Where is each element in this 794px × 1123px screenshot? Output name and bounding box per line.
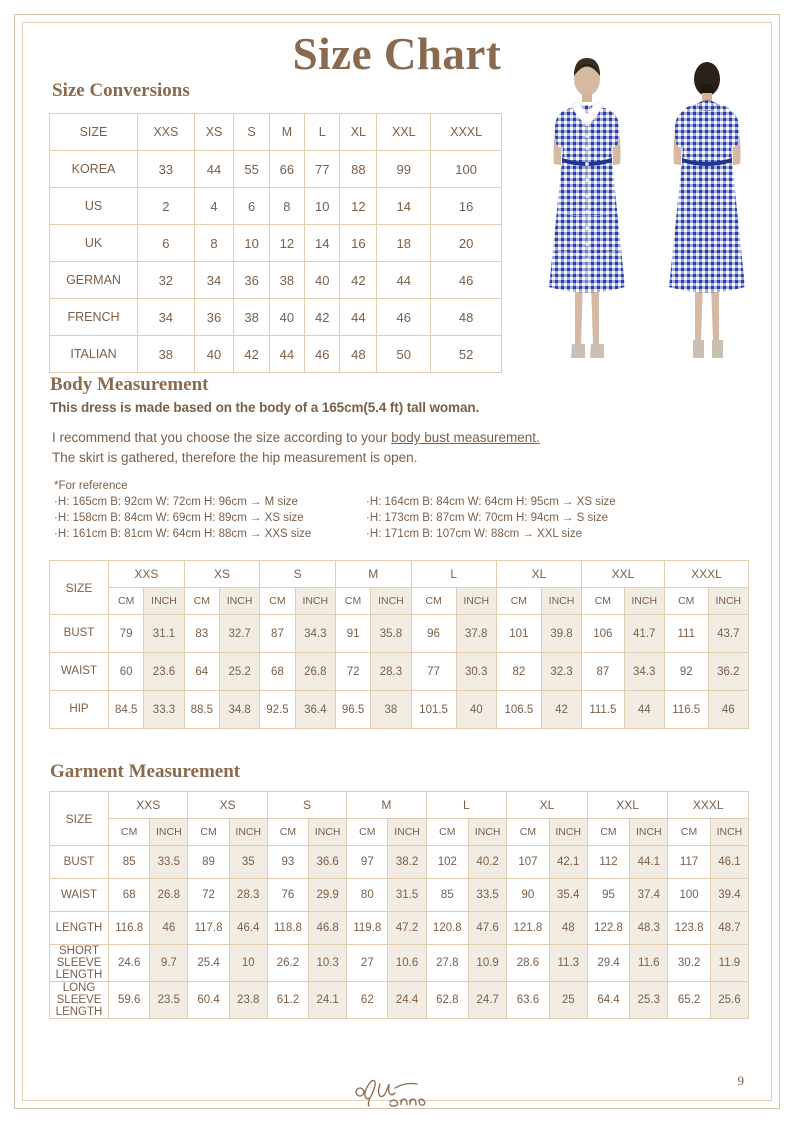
- body-value-inch: 39.8: [541, 615, 581, 653]
- garment-value-inch: 47.2: [388, 912, 426, 945]
- conversions-value-cell: 40: [269, 299, 304, 336]
- conversions-value-cell: 14: [305, 225, 340, 262]
- garment-size-corner-label: SIZE: [50, 792, 109, 846]
- garment-value-inch: 25.3: [630, 982, 668, 1019]
- reference-line: ·H: 171cm B: 107cm W: 88cm → XXL size: [366, 528, 583, 540]
- body-value-inch: 44: [624, 691, 664, 729]
- body-value-cm: 111: [664, 615, 708, 653]
- body-value-inch: 46: [708, 691, 748, 729]
- garment-value-cm: 89: [188, 846, 229, 879]
- garment-value-cm: 100: [668, 879, 711, 912]
- garment-value-cm: 63.6: [507, 982, 550, 1019]
- garment-value-cm: 65.2: [668, 982, 711, 1019]
- reference-line: ·H: 164cm B: 84cm W: 64cm H: 95cm → XS size: [366, 496, 616, 508]
- garment-value-inch: 35: [229, 846, 267, 879]
- recommend-prefix: I recommend that you choose the size according to your: [52, 430, 392, 445]
- body-value-cm: 111.5: [582, 691, 624, 729]
- body-row-label: HIP: [50, 691, 109, 729]
- conversions-value-cell: 16: [431, 188, 502, 225]
- garment-value-inch: 46.4: [229, 912, 267, 945]
- body-value-inch: 34.3: [295, 615, 335, 653]
- body-value-cm: 87: [260, 615, 295, 653]
- garment-value-cm: 60.4: [188, 982, 229, 1019]
- garment-value-inch: 10: [229, 945, 267, 982]
- body-value-cm: 77: [411, 653, 456, 691]
- garment-value-cm: 28.6: [507, 945, 550, 982]
- garment-unit-inch: INCH: [388, 819, 426, 846]
- garment-value-inch: 42.1: [549, 846, 587, 879]
- conversions-value-cell: 50: [377, 336, 431, 373]
- garment-value-cm: 117.8: [188, 912, 229, 945]
- garment-row-label: WAIST: [50, 879, 109, 912]
- section-title-size-conversions: Size Conversions: [52, 80, 190, 101]
- garment-unit-cm: CM: [109, 819, 150, 846]
- garment-value-inch: 35.4: [549, 879, 587, 912]
- reference-line: ·H: 173cm B: 87cm W: 70cm H: 94cm → S size: [366, 512, 608, 524]
- garment-value-inch: 10.3: [309, 945, 347, 982]
- conversions-value-cell: 55: [234, 151, 269, 188]
- conversions-value-cell: 99: [377, 151, 431, 188]
- conversions-value-cell: 38: [269, 262, 304, 299]
- body-value-inch: 43.7: [708, 615, 748, 653]
- body-value-inch: 34.3: [624, 653, 664, 691]
- garment-value-cm: 121.8: [507, 912, 550, 945]
- conversions-country-label: KOREA: [50, 151, 138, 188]
- conversions-value-cell: 10: [305, 188, 340, 225]
- body-value-cm: 60: [109, 653, 144, 691]
- body-value-inch: 31.1: [144, 615, 184, 653]
- garment-value-inch: 29.9: [309, 879, 347, 912]
- reference-column-right: [366, 494, 616, 542]
- garment-value-cm: 61.2: [267, 982, 308, 1019]
- section-title-body-measurement: Body Measurement: [50, 374, 209, 395]
- garment-value-inch: 24.4: [388, 982, 426, 1019]
- conversions-value-cell: 16: [340, 225, 377, 262]
- body-row-label: BUST: [50, 615, 109, 653]
- conversions-corner-label: SIZE: [50, 114, 138, 151]
- garment-value-cm: 122.8: [587, 912, 630, 945]
- garment-value-inch: 31.5: [388, 879, 426, 912]
- garment-size-header: M: [347, 792, 426, 819]
- conversions-value-cell: 33: [138, 151, 195, 188]
- garment-value-cm: 119.8: [347, 912, 388, 945]
- garment-size-header: S: [267, 792, 346, 819]
- body-size-header: XS: [184, 561, 260, 588]
- body-value-inch: 30.3: [456, 653, 496, 691]
- garment-value-cm: 27.8: [426, 945, 469, 982]
- conversions-size-header: M: [269, 114, 304, 151]
- garment-value-cm: 29.4: [587, 945, 630, 982]
- body-unit-cm: CM: [582, 588, 624, 615]
- body-value-cm: 106: [582, 615, 624, 653]
- garment-value-cm: 120.8: [426, 912, 469, 945]
- garment-value-inch: 11.9: [710, 945, 748, 982]
- body-value-cm: 106.5: [496, 691, 541, 729]
- garment-value-inch: 26.8: [150, 879, 188, 912]
- garment-unit-inch: INCH: [549, 819, 587, 846]
- body-unit-inch: INCH: [219, 588, 259, 615]
- conversions-value-cell: 46: [377, 299, 431, 336]
- garment-value-cm: 117: [668, 846, 711, 879]
- conversions-value-cell: 14: [377, 188, 431, 225]
- garment-size-header: XL: [507, 792, 588, 819]
- conversions-value-cell: 6: [138, 225, 195, 262]
- body-unit-cm: CM: [411, 588, 456, 615]
- conversions-size-header: XXS: [138, 114, 195, 151]
- dress-back-view: [651, 52, 761, 387]
- body-value-cm: 92: [664, 653, 708, 691]
- garment-value-cm: 112: [587, 846, 630, 879]
- body-value-cm: 72: [335, 653, 370, 691]
- conversions-value-cell: 12: [269, 225, 304, 262]
- garment-size-header: XS: [188, 792, 267, 819]
- garment-unit-inch: INCH: [309, 819, 347, 846]
- garment-value-inch: 47.6: [469, 912, 507, 945]
- body-value-cm: 116.5: [664, 691, 708, 729]
- body-value-inch: 40: [456, 691, 496, 729]
- body-unit-inch: INCH: [295, 588, 335, 615]
- body-value-inch: 35.8: [371, 615, 411, 653]
- garment-value-cm: 80: [347, 879, 388, 912]
- garment-unit-cm: CM: [668, 819, 711, 846]
- table-row: [50, 945, 749, 982]
- garment-value-inch: 23.5: [150, 982, 188, 1019]
- conversions-value-cell: 44: [269, 336, 304, 373]
- garment-value-cm: 95: [587, 879, 630, 912]
- conversions-value-cell: 46: [431, 262, 502, 299]
- body-value-inch: 33.3: [144, 691, 184, 729]
- table-row: [50, 188, 502, 225]
- section-title-garment-measurement: Garment Measurement: [50, 761, 241, 782]
- body-value-inch: 41.7: [624, 615, 664, 653]
- garment-value-cm: 116.8: [109, 912, 150, 945]
- conversions-size-header: L: [305, 114, 340, 151]
- conversions-value-cell: 42: [340, 262, 377, 299]
- garment-value-cm: 62.8: [426, 982, 469, 1019]
- body-value-cm: 79: [109, 615, 144, 653]
- conversions-value-cell: 44: [377, 262, 431, 299]
- garment-unit-cm: CM: [347, 819, 388, 846]
- conversions-value-cell: 48: [340, 336, 377, 373]
- garment-value-inch: 10.9: [469, 945, 507, 982]
- garment-row-label: LONG SLEEVE LENGTH: [50, 982, 109, 1019]
- garment-value-cm: 102: [426, 846, 469, 879]
- body-size-header: S: [260, 561, 336, 588]
- body-recommendation-text: [52, 428, 540, 468]
- table-header-row: [50, 114, 502, 151]
- body-value-inch: 36.4: [295, 691, 335, 729]
- body-unit-inch: INCH: [708, 588, 748, 615]
- garment-unit-cm: CM: [188, 819, 229, 846]
- table-row: [50, 846, 749, 879]
- garment-value-cm: 72: [188, 879, 229, 912]
- garment-unit-cm: CM: [587, 819, 630, 846]
- body-unit-cm: CM: [109, 588, 144, 615]
- conversions-value-cell: 44: [340, 299, 377, 336]
- table-row: [50, 151, 502, 188]
- garment-unit-cm: CM: [507, 819, 550, 846]
- garment-value-inch: 25.6: [710, 982, 748, 1019]
- body-unit-cm: CM: [664, 588, 708, 615]
- body-value-cm: 91: [335, 615, 370, 653]
- body-unit-inch: INCH: [624, 588, 664, 615]
- garment-value-inch: 24.1: [309, 982, 347, 1019]
- conversions-value-cell: 4: [194, 188, 234, 225]
- garment-row-label: BUST: [50, 846, 109, 879]
- garment-size-header: XXL: [587, 792, 668, 819]
- conversions-country-label: US: [50, 188, 138, 225]
- conversions-value-cell: 40: [305, 262, 340, 299]
- body-value-cm: 87: [582, 653, 624, 691]
- conversions-value-cell: 77: [305, 151, 340, 188]
- conversions-value-cell: 8: [269, 188, 304, 225]
- garment-value-inch: 28.3: [229, 879, 267, 912]
- garment-value-inch: 46.8: [309, 912, 347, 945]
- garment-value-cm: 62: [347, 982, 388, 1019]
- conversions-value-cell: 44: [194, 151, 234, 188]
- garment-value-inch: 48: [549, 912, 587, 945]
- conversions-country-label: GERMAN: [50, 262, 138, 299]
- conversions-value-cell: 32: [138, 262, 195, 299]
- garment-unit-inch: INCH: [630, 819, 668, 846]
- garment-value-cm: 93: [267, 846, 308, 879]
- garment-value-inch: 46: [150, 912, 188, 945]
- garment-value-cm: 97: [347, 846, 388, 879]
- garment-value-cm: 90: [507, 879, 550, 912]
- skirt-note: The skirt is gathered, therefore the hip measurement is open.: [52, 450, 418, 465]
- garment-value-inch: 10.6: [388, 945, 426, 982]
- garment-size-header: L: [426, 792, 507, 819]
- garment-value-inch: 37.4: [630, 879, 668, 912]
- table-header-row: [50, 561, 749, 588]
- body-value-cm: 83: [184, 615, 219, 653]
- garment-value-cm: 123.8: [668, 912, 711, 945]
- garment-value-inch: 48.3: [630, 912, 668, 945]
- body-size-header: L: [411, 561, 496, 588]
- body-unit-cm: CM: [496, 588, 541, 615]
- garment-value-cm: 68: [109, 879, 150, 912]
- body-value-cm: 101: [496, 615, 541, 653]
- table-row: [50, 336, 502, 373]
- garment-value-cm: 26.2: [267, 945, 308, 982]
- body-unit-inch: INCH: [144, 588, 184, 615]
- conversions-size-header: XXXL: [431, 114, 502, 151]
- garment-unit-cm: CM: [267, 819, 308, 846]
- body-measurement-table: [49, 560, 749, 729]
- body-value-inch: 25.2: [219, 653, 259, 691]
- reference-line: ·H: 158cm B: 84cm W: 69cm H: 89cm → XS size: [54, 512, 304, 524]
- garment-value-cm: 27: [347, 945, 388, 982]
- garment-unit-inch: INCH: [469, 819, 507, 846]
- conversions-value-cell: 88: [340, 151, 377, 188]
- conversions-value-cell: 42: [234, 336, 269, 373]
- conversions-value-cell: 48: [431, 299, 502, 336]
- conversions-value-cell: 2: [138, 188, 195, 225]
- conversions-size-header: S: [234, 114, 269, 151]
- body-value-cm: 64: [184, 653, 219, 691]
- garment-row-label: SHORT SLEEVE LENGTH: [50, 945, 109, 982]
- conversions-value-cell: 34: [138, 299, 195, 336]
- table-row: [50, 653, 749, 691]
- body-value-inch: 28.3: [371, 653, 411, 691]
- garment-value-inch: 39.4: [710, 879, 748, 912]
- garment-value-inch: 48.7: [710, 912, 748, 945]
- body-unit-cm: CM: [260, 588, 295, 615]
- body-unit-inch: INCH: [371, 588, 411, 615]
- body-value-cm: 96.5: [335, 691, 370, 729]
- table-row: [50, 912, 749, 945]
- brand-logo-icon: [352, 1068, 472, 1108]
- garment-unit-inch: INCH: [150, 819, 188, 846]
- garment-value-inch: 40.2: [469, 846, 507, 879]
- body-value-cm: 68: [260, 653, 295, 691]
- reference-line: ·H: 161cm B: 81cm W: 64cm H: 88cm → XXS size: [54, 528, 312, 540]
- table-row: [50, 691, 749, 729]
- body-value-inch: 32.7: [219, 615, 259, 653]
- garment-value-inch: 33.5: [150, 846, 188, 879]
- dress-front-view: [531, 52, 641, 387]
- body-value-inch: 23.6: [144, 653, 184, 691]
- body-value-inch: 42: [541, 691, 581, 729]
- garment-value-inch: 33.5: [469, 879, 507, 912]
- page-number: 9: [737, 1073, 744, 1088]
- body-size-header: XXXL: [664, 561, 748, 588]
- recommend-underlined: body bust measurement.: [391, 430, 540, 445]
- conversions-country-label: ITALIAN: [50, 336, 138, 373]
- conversions-value-cell: 40: [194, 336, 234, 373]
- conversions-value-cell: 36: [194, 299, 234, 336]
- conversions-value-cell: 66: [269, 151, 304, 188]
- body-value-inch: 32.3: [541, 653, 581, 691]
- garment-value-cm: 30.2: [668, 945, 711, 982]
- garment-value-cm: 85: [426, 879, 469, 912]
- page-title: Size Chart: [292, 29, 502, 79]
- garment-size-header: XXS: [109, 792, 188, 819]
- conversions-value-cell: 36: [234, 262, 269, 299]
- size-conversions-table: [49, 113, 502, 373]
- garment-value-inch: 11.3: [549, 945, 587, 982]
- table-row: [50, 225, 502, 262]
- conversions-value-cell: 8: [194, 225, 234, 262]
- body-row-label: WAIST: [50, 653, 109, 691]
- garment-value-inch: 24.7: [469, 982, 507, 1019]
- dress-illustrations: [523, 52, 771, 392]
- table-row: [50, 982, 749, 1019]
- garment-value-inch: 23.8: [229, 982, 267, 1019]
- garment-unit-inch: INCH: [229, 819, 267, 846]
- conversions-value-cell: 38: [138, 336, 195, 373]
- conversions-value-cell: 34: [194, 262, 234, 299]
- conversions-value-cell: 20: [431, 225, 502, 262]
- conversions-value-cell: 38: [234, 299, 269, 336]
- conversions-value-cell: 42: [305, 299, 340, 336]
- body-value-inch: 37.8: [456, 615, 496, 653]
- body-value-cm: 101.5: [411, 691, 456, 729]
- table-row: [50, 615, 749, 653]
- body-unit-cm: CM: [184, 588, 219, 615]
- conversions-value-cell: 18: [377, 225, 431, 262]
- body-value-cm: 96: [411, 615, 456, 653]
- conversions-value-cell: 10: [234, 225, 269, 262]
- body-unit-inch: INCH: [456, 588, 496, 615]
- garment-value-cm: 85: [109, 846, 150, 879]
- garment-value-inch: 11.6: [630, 945, 668, 982]
- body-size-header: XXS: [109, 561, 185, 588]
- conversions-value-cell: 6: [234, 188, 269, 225]
- body-value-inch: 26.8: [295, 653, 335, 691]
- garment-value-cm: 76: [267, 879, 308, 912]
- body-value-cm: 88.5: [184, 691, 219, 729]
- body-size-header: XL: [496, 561, 581, 588]
- body-size-header: M: [335, 561, 411, 588]
- garment-value-inch: 46.1: [710, 846, 748, 879]
- body-value-cm: 92.5: [260, 691, 295, 729]
- garment-size-header: XXXL: [668, 792, 749, 819]
- body-value-cm: 82: [496, 653, 541, 691]
- body-based-on-text: This dress is made based on the body of a 165cm(5.4 ft) tall woman.: [50, 400, 480, 415]
- garment-value-inch: 25: [549, 982, 587, 1019]
- garment-unit-cm: CM: [426, 819, 469, 846]
- body-unit-cm: CM: [335, 588, 370, 615]
- table-unit-row: [50, 819, 749, 846]
- body-value-inch: 38: [371, 691, 411, 729]
- garment-value-inch: 38.2: [388, 846, 426, 879]
- reference-column-left: [54, 494, 311, 542]
- table-row: [50, 262, 502, 299]
- body-unit-inch: INCH: [541, 588, 581, 615]
- garment-value-cm: 59.6: [109, 982, 150, 1019]
- garment-value-cm: 118.8: [267, 912, 308, 945]
- garment-value-inch: 44.1: [630, 846, 668, 879]
- garment-unit-inch: INCH: [710, 819, 748, 846]
- table-row: [50, 879, 749, 912]
- conversions-size-header: XXL: [377, 114, 431, 151]
- table-unit-row: [50, 588, 749, 615]
- body-size-header: XXL: [582, 561, 665, 588]
- reference-line: ·H: 165cm B: 92cm W: 72cm H: 96cm → M size: [54, 496, 298, 508]
- conversions-country-label: FRENCH: [50, 299, 138, 336]
- body-value-inch: 36.2: [708, 653, 748, 691]
- body-value-inch: 34.8: [219, 691, 259, 729]
- garment-value-cm: 64.4: [587, 982, 630, 1019]
- garment-value-inch: 9.7: [150, 945, 188, 982]
- conversions-value-cell: 46: [305, 336, 340, 373]
- conversions-size-header: XL: [340, 114, 377, 151]
- conversions-value-cell: 52: [431, 336, 502, 373]
- table-row: [50, 299, 502, 336]
- garment-value-cm: 107: [507, 846, 550, 879]
- garment-value-inch: 36.6: [309, 846, 347, 879]
- conversions-value-cell: 12: [340, 188, 377, 225]
- conversions-value-cell: 100: [431, 151, 502, 188]
- garment-row-label: LENGTH: [50, 912, 109, 945]
- body-value-cm: 84.5: [109, 691, 144, 729]
- conversions-size-header: XS: [194, 114, 234, 151]
- body-size-corner-label: SIZE: [50, 561, 109, 615]
- garment-measurement-table: [49, 791, 749, 1019]
- for-reference-label: *For reference: [54, 480, 128, 492]
- conversions-country-label: UK: [50, 225, 138, 262]
- garment-value-cm: 25.4: [188, 945, 229, 982]
- table-header-row: [50, 792, 749, 819]
- garment-value-cm: 24.6: [109, 945, 150, 982]
